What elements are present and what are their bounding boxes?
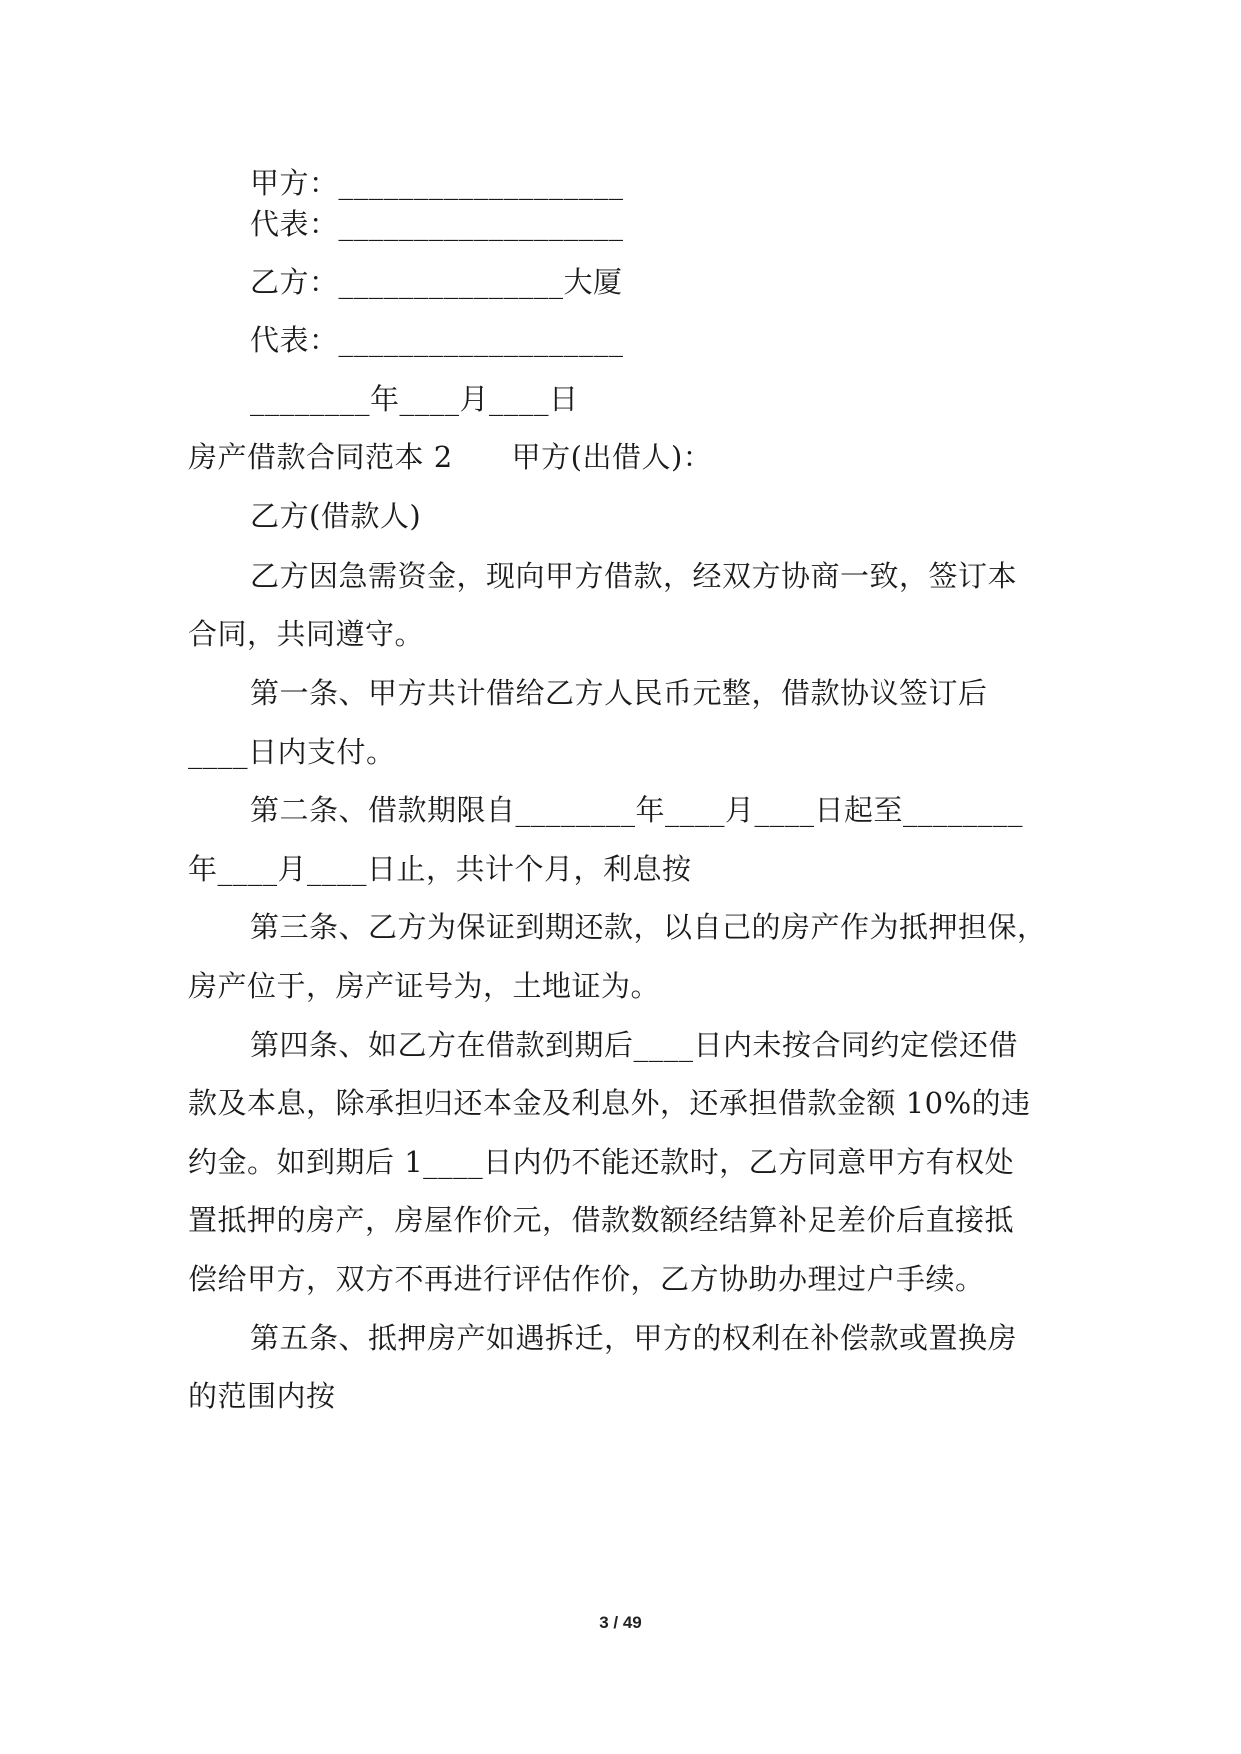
article-4-line: 约金。如到期后 1____日内仍不能还款时，乙方同意甲方有权处: [188, 1145, 1015, 1179]
page-number: 3 / 49: [599, 1613, 642, 1632]
article-3-line: 第三条、乙方为保证到期还款，以自己的房产作为抵押担保，: [250, 910, 1047, 944]
representative-a-line: 代表：___________________: [250, 207, 624, 241]
representative-b-line: 代表：___________________: [250, 323, 624, 357]
article-2-line: 第二条、借款期限自________年____月____日起至________: [250, 793, 1024, 827]
article-1-line: 第一条、甲方共计借给乙方人民币元整，借款协议签订后: [250, 676, 988, 710]
contract-title-line: 房产借款合同范本 2 甲方(出借人)：: [188, 440, 713, 474]
article-4-line: 第四条、如乙方在借款到期后____日内未按合同约定偿还借: [250, 1028, 1019, 1062]
article-4-line: 偿给甲方，双方不再进行评估作价，乙方协助办理过户手续。: [188, 1262, 985, 1296]
article-5-line: 的范围内按: [188, 1379, 336, 1413]
party-a-line: 甲方：___________________: [250, 166, 624, 200]
date-line: ________年____月____日: [250, 382, 579, 416]
paragraph-line: 乙方因急需资金，现向甲方借款，经双方协商一致，签订本: [250, 559, 1018, 593]
borrower-line: 乙方(借款人): [250, 499, 422, 533]
paragraph-line: 合同，共同遵守。: [188, 617, 425, 651]
article-1-line: ____日内支付。: [188, 735, 396, 769]
party-b-line: 乙方：_______________大厦: [250, 265, 623, 299]
article-4-line: 款及本息，除承担归还本金及利息外，还承担借款金额 10%的违: [188, 1086, 1031, 1120]
article-4-line: 置抵押的房产，房屋作价元，借款数额经结算补足差价后直接抵: [188, 1203, 1015, 1237]
article-2-line: 年____月____日止，共计个月，利息按: [188, 852, 692, 886]
article-5-line: 第五条、抵押房产如遇拆迁，甲方的权利在补偿款或置换房: [250, 1321, 1018, 1355]
article-3-line: 房产位于，房产证号为，土地证为。: [188, 969, 661, 1003]
